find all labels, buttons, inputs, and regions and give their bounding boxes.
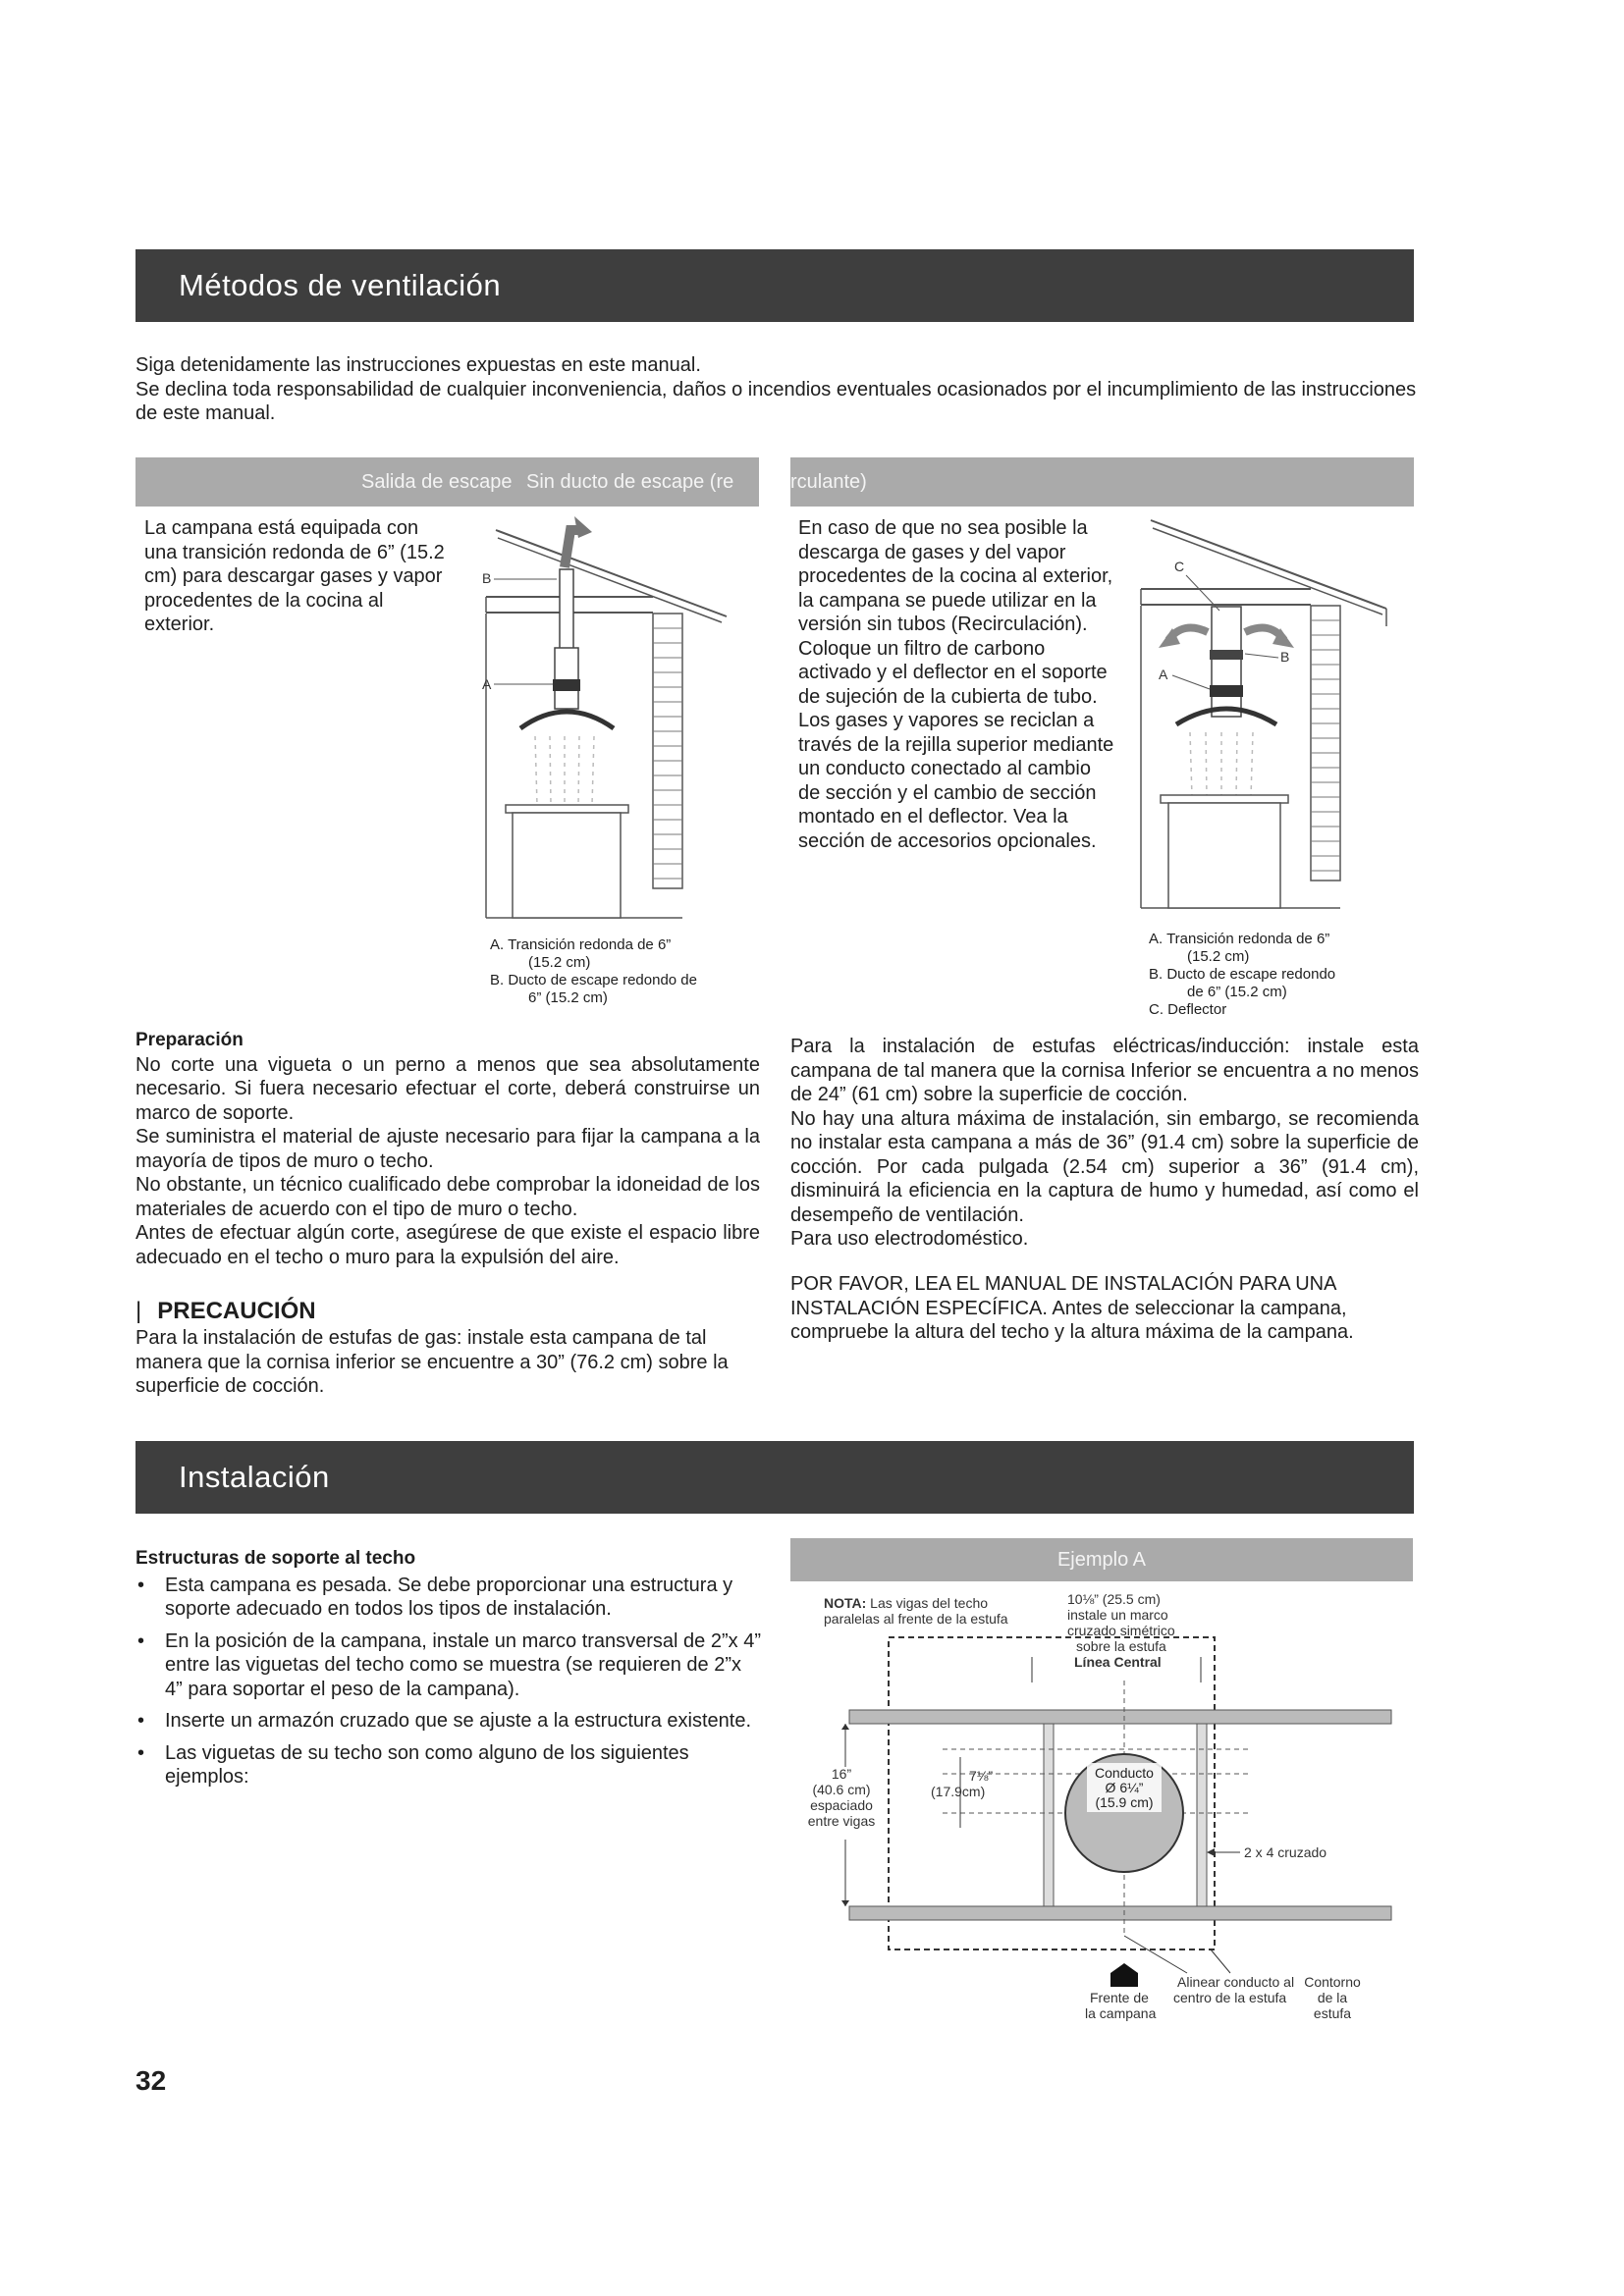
preparation-p2: Se suministra el material de ajuste necesario para fijar la campana a la mayoría de tipos de muro o techo. bbox=[135, 1126, 760, 1172]
support-heading: Estructuras de soporte al techo bbox=[135, 1548, 416, 1569]
example-a-bar: Ejemplo A bbox=[790, 1538, 1413, 1581]
recirc-legend-b2: de 6” (15.2 cm) bbox=[1187, 984, 1287, 1000]
electric-installation-text bbox=[790, 1035, 1419, 1252]
ceiling-joist-diagram bbox=[790, 1582, 1419, 2034]
align-label-2: centro de la estufa bbox=[1173, 1990, 1287, 2005]
intro-line-2: Se declina toda responsabilidad de cualquier inconveniencia, daños o incendios eventuales ocasionados por el incumplimiento de las instrucciones de este manual. bbox=[135, 378, 1417, 424]
recirc-legend-c: C. Deflector bbox=[1149, 1001, 1227, 1018]
front-label-1: Frente de bbox=[1090, 1990, 1149, 2005]
preparation-heading: Preparación bbox=[135, 1030, 244, 1050]
ducted-legend-a: A. Transición redonda de 6” bbox=[490, 936, 672, 953]
support-bullet-1: • Esta campana es pesada. Se debe proporcionar una estructura y soporte adecuado en todos los tipos de instalación. bbox=[135, 1574, 764, 1622]
left-dim-4: entre vigas bbox=[807, 1813, 876, 1829]
recirc-description: En caso de que no sea posible la descarga de gases y del vapor procedentes de la cocina al exterior, la campana se puede utilizar en la versión sin tubos (Recirculación). Coloque un filtro de carbono activado y el deflector en el soporte de sujeción de la cubierta de tubo. Los gases y vapores se reciclan a través de la rejilla superior mediante un conducto conectado al cambio de sección y el cambio de sección montado en el deflector. Vea la sección de accesorios opcionales. bbox=[798, 517, 1114, 852]
note-bold: NOTA: bbox=[824, 1595, 867, 1611]
electric-p2: No hay una altura máxima de instalación, sin embargo, se recomienda no instalar esta campana a más de 36” (91.4 cm) sobre la superficie de cocción. Por cada pulgada (2.54 cm) superior a 36” (91.4 cm), disminuirá la eficiencia en la captura de humo y humedad, así como el desempeño de ventilación. bbox=[790, 1107, 1419, 1226]
section-title-installation: Instalación bbox=[135, 1441, 1414, 1514]
ducted-installation-diagram bbox=[476, 510, 761, 923]
recirc-label-c: C bbox=[1174, 559, 1185, 574]
note-line-2: paralelas al frente de la estufa bbox=[824, 1611, 1008, 1627]
recirc-label-a: A bbox=[1159, 667, 1168, 682]
contour-label-2: de la bbox=[1317, 1990, 1348, 2005]
vent-method-bar-left bbox=[135, 457, 759, 507]
svg-text:NOTA: Las vigas del techo bbox=[824, 1595, 988, 1611]
section-title-ventilation: Métodos de ventilación bbox=[135, 249, 1414, 322]
electric-p3: Para uso electrodoméstico. bbox=[790, 1228, 1029, 1250]
front-arrow-icon bbox=[1110, 1963, 1138, 1987]
ductless-label-end: rculante) bbox=[790, 471, 867, 493]
center-line-label: Línea Central bbox=[1074, 1654, 1162, 1670]
intro-line-1: Siga detenidamente las instrucciones expuestas en este manual. bbox=[135, 354, 701, 376]
support-structures bbox=[135, 1547, 764, 1797]
ducted-description: La campana está equipada con una transición redonda de 6” (15.2 cm) para descargar gases y vapor procedentes de la cocina al exterior. bbox=[144, 517, 445, 635]
support-bullet-3: • Inserte un armazón cruzado que se ajuste a la estructura existente. bbox=[135, 1709, 764, 1734]
read-manual-note: POR FAVOR, LEA EL MANUAL DE INSTALACIÓN PARA UNA INSTALACIÓN ESPECÍFICA. Antes de seleccionar la campana, compruebe la altura del techo y la altura máxima de la campana. bbox=[790, 1273, 1354, 1343]
caution-section bbox=[135, 1297, 760, 1399]
caution-heading-text: PRECAUCIÓN bbox=[157, 1298, 316, 1324]
left-dim-2: (40.6 cm) bbox=[812, 1782, 871, 1797]
electric-p1: Para la instalación de estufas eléctricas/inducción: instale esta campana de tal manera que la cornisa Inferior se encuentra a no menos de 24” (61 cm) sobre la superficie de cocción. bbox=[790, 1036, 1419, 1105]
cross-label: 2 x 4 cruzado bbox=[1244, 1844, 1327, 1860]
preparation-p4: Antes de efectuar algún corte, asegúrese de que existe el espacio libre adecuado en el techo o muro para la expulsión del aire. bbox=[135, 1222, 760, 1268]
cross-member-right bbox=[1197, 1724, 1207, 1906]
recirc-installation-diagram bbox=[1129, 510, 1414, 913]
recirc-label-b: B bbox=[1280, 649, 1290, 665]
top-dim-1: 10⅛” (25.5 cm) bbox=[1067, 1591, 1161, 1607]
ducted-legend-b: B. Ducto de escape redondo de bbox=[490, 972, 697, 988]
duct-label-3: (15.9 cm) bbox=[1095, 1794, 1154, 1810]
mid-dim-2: (17.9cm) bbox=[931, 1784, 986, 1799]
left-dim-3: espaciado bbox=[810, 1797, 873, 1813]
page-number: 32 bbox=[135, 2065, 167, 2096]
front-label-2: la campana bbox=[1085, 2005, 1157, 2021]
ductless-label: Sin ducto de escape (re bbox=[526, 471, 734, 493]
contour-label-3: estufa bbox=[1313, 2005, 1352, 2021]
note-text: Las vigas del techo bbox=[866, 1595, 989, 1611]
preparation-p3: No obstante, un técnico cualificado debe comprobar la idoneidad de los materiales de acuerdo con el tipo de muro o techo. bbox=[135, 1174, 760, 1220]
cross-member-left bbox=[1044, 1724, 1054, 1906]
intro-text bbox=[135, 353, 1422, 426]
recirc-legend-b: B. Ducto de escape redondo bbox=[1149, 966, 1336, 983]
preparation-section bbox=[135, 1029, 760, 1269]
support-bullet-list bbox=[135, 1574, 764, 1789]
top-dim-2: instale un marco bbox=[1067, 1607, 1168, 1623]
mid-dim-1: 7⅛” bbox=[969, 1768, 994, 1784]
caution-text: Para la instalación de estufas de gas: instale esta campana de tal manera que la cornisa inferior se encuentre a 30” (76.2 cm) sobre la superficie de cocción. bbox=[135, 1327, 729, 1397]
contour-label-1: Contorno bbox=[1304, 1974, 1361, 1990]
exhaust-label: Salida de escape bbox=[361, 471, 513, 493]
ducted-label-b: B bbox=[482, 570, 492, 586]
support-bullet-2: • En la posición de la campana, instale un marco transversal de 2”x 4” entre las viguetas del techo como se muestra (se requieren de 2”x 4” para soportar el peso de la campana). bbox=[135, 1629, 764, 1702]
left-dim-1: 16” bbox=[831, 1766, 852, 1782]
vent-method-bar-right bbox=[790, 457, 1414, 507]
joist-top bbox=[849, 1710, 1391, 1724]
preparation-p1: No corte una vigueta o un perno a menos que sea absolutamente necesario. Si fuera necesario efectuar el corte, deberá construirse un marco de soporte. bbox=[135, 1053, 760, 1124]
ducted-legend bbox=[490, 936, 765, 1007]
duct-label-2: Ø 6¼” bbox=[1105, 1780, 1144, 1795]
recirc-legend-a2: (15.2 cm) bbox=[1187, 948, 1250, 965]
ducted-label-a: A bbox=[482, 676, 492, 692]
ducted-legend-a2: (15.2 cm) bbox=[528, 954, 591, 971]
recirc-legend-a: A. Transición redonda de 6” bbox=[1149, 931, 1330, 947]
align-label-1: Alinear conducto al bbox=[1177, 1974, 1295, 1990]
ducted-legend-b2: 6” (15.2 cm) bbox=[528, 989, 608, 1006]
caution-heading: | PRECAUCIÓN bbox=[135, 1298, 316, 1324]
joist-bottom bbox=[849, 1906, 1391, 1920]
top-dim-4: sobre la estufa bbox=[1076, 1638, 1166, 1654]
duct-label-1: Conducto bbox=[1095, 1765, 1154, 1781]
top-dim-3: cruzado simétrico bbox=[1067, 1623, 1175, 1638]
support-bullet-4: • Las viguetas de su techo son como alguno de los siguientes ejemplos: bbox=[135, 1741, 764, 1789]
recirc-legend bbox=[1149, 931, 1414, 1019]
